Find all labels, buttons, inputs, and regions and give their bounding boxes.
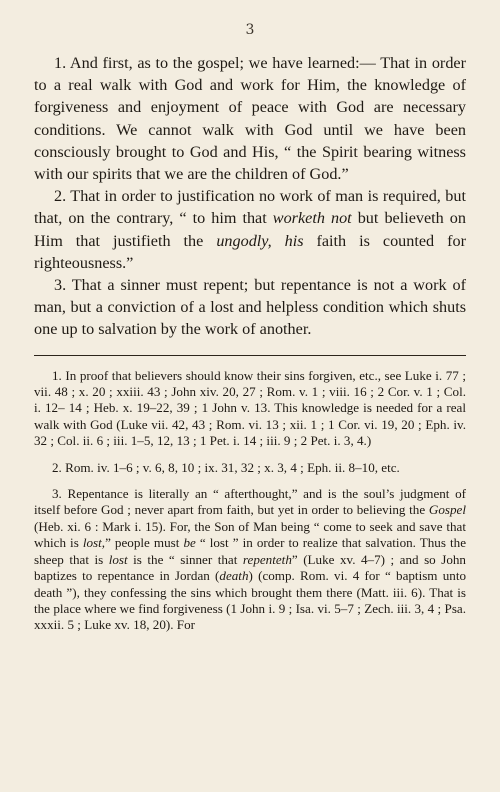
text-run: 2. That in order to justification no work of man is required, but that, on the contrary, “ to him that [34,187,466,228]
italic-run: death [219,568,249,584]
page-number: 3 [245,22,255,38]
text-run: is the “ sinner that [127,551,243,567]
italic-run: be [183,535,196,551]
italic-run: worketh not [272,209,352,228]
text-run: but believeth on Him that justifieth the [34,209,466,250]
footnote-2: 2. Rom. iv. 1–6 ; v. 6, 8, 10 ; ix. 31, 32 ; x. 3, 4 ; Eph. ii. 8–10, etc. [52,459,400,475]
footnotes [34,368,466,634]
footnote-1: 1. In proof that believers should know their sins forgiven, etc., see Luke i. 77 ; vii. 48 ; x. 20 ; xxiii. 43 ; John xiv. 20, 27 ; Rom. v. 1 ; viii. 16 ; 2 Cor. v. 1 ; Col. i. 12– 14 ; Heb. x. 19–22, 39 ; 1 John v. 13. This knowledge is needed for a real walk with God (Luke vii. 42, 43 ; Rom. vi. 13 ; xii. 1 ; 1 Cor. vi. 19, 20 ; Eph. iv. 32 ; Col. ii. 6 ; iii. 1–5, 12, 13 ; 1 Pet. i. 14 ; iii. 9 ; 2 Pet. i. 3, 4.) [34,367,466,449]
main-text [34,52,466,341]
footnote-divider [34,355,466,356]
text-run: ” (Luke xv. 4–7) ; and so John baptizes to repentance in Jordan ( [34,551,466,584]
text-run: 3. Repentance is literally an “ afterthought,” and is the soul’s judgment of itself before God ; never apart from faith, but yet in order to believing the [34,486,466,518]
text-run: “ lost ” in order to realize that salvation. Thus the sheep that is [34,535,467,567]
paragraph-repentance: 3. That a sinner must repent; but repentance is not a work of man, but a conviction of a lost and helpless condition which shuts one up to salvation by the work of another. [34,276,466,339]
text-run: ” people must [105,535,184,551]
text-run: (Heb. xi. 6 : Mark i. 15). For, the Son of Man being “ come to seek and save that which is [34,518,466,551]
italic-run: repenteth [242,551,292,567]
italic-run: lost, [82,535,106,551]
paragraph-gospel: 1. And first, as to the gospel; we have learned:— That in order to a real walk with God and work for Him, the knowledge of forgiveness and enjoyment of peace with God are necessary conditions. We cannot walk with God until we have been consciously brought to God and His, “ the Spirit bearing witness with our spirits that we are the children of God.” [34,54,466,184]
text-run: ) (comp. Rom. vi. 4 for “ baptism unto death ”), they confessing the sins which brought them there (Matt. iii. 6). That is the place where we find forgiveness (1 John i. 9 ; Isa. vi. 5–7 ; Zech. iii. 3, 4 ; Psa. xxxii. 5 ; Luke xv. 18, 20). For [34,568,466,633]
footnote-3 [34,486,466,634]
italic-run: ungodly, his [216,231,304,250]
italic-run: lost [108,551,128,567]
paragraph-justification [34,185,466,274]
text-run: faith is counted for righteousness.” [34,231,467,272]
italic-run: Gospel [428,502,466,518]
